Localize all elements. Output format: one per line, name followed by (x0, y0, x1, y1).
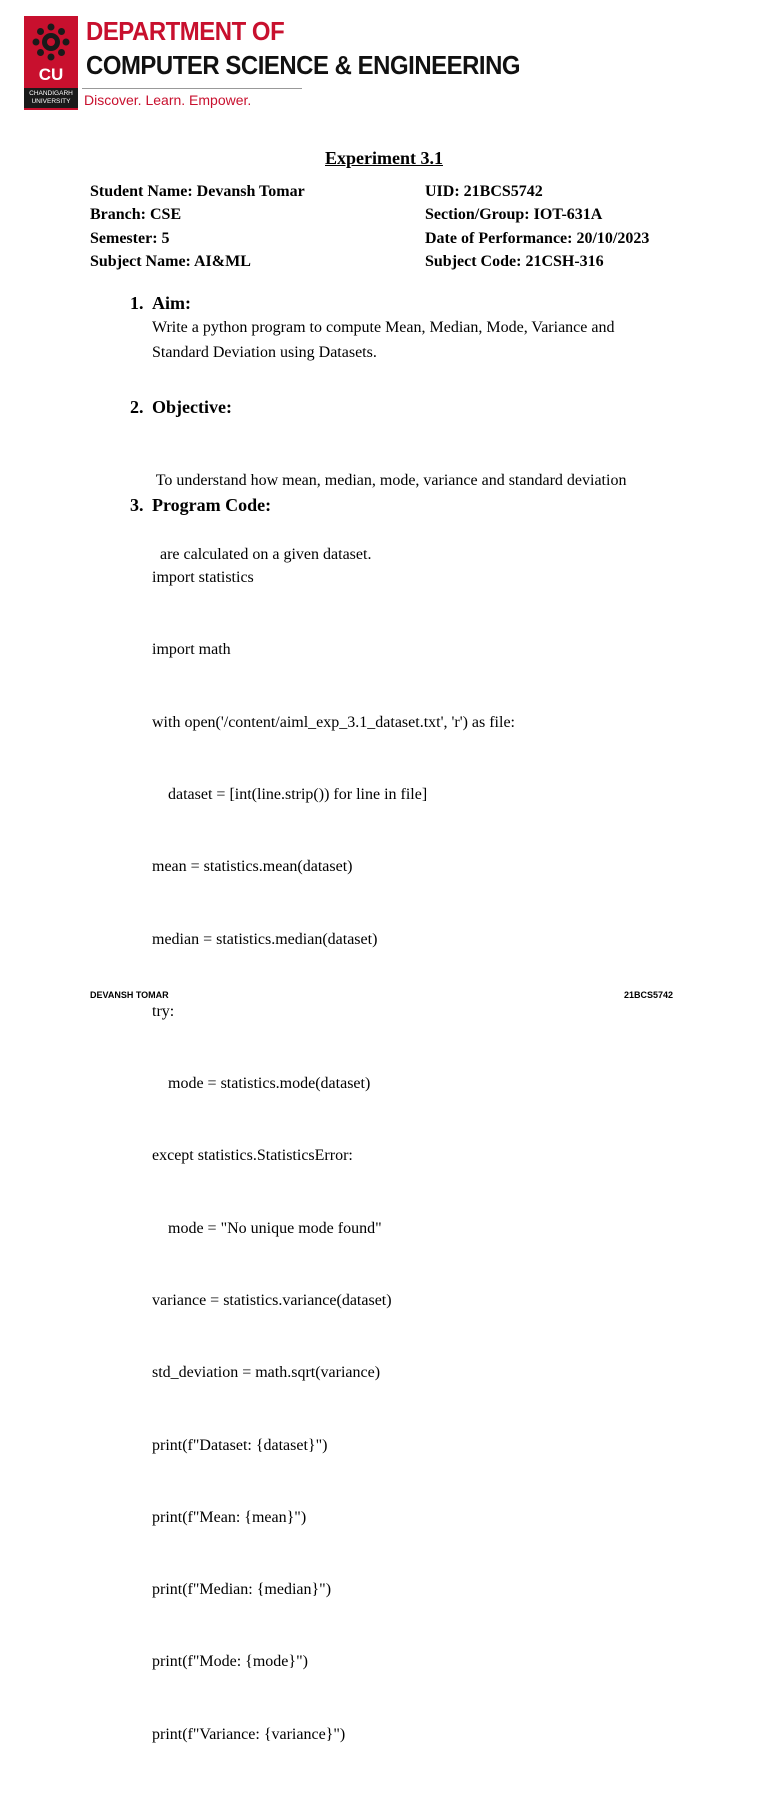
letterhead (24, 14, 521, 114)
code-line: variance = statistics.variance(dataset) (152, 1292, 392, 1309)
code-line: print(f"Dataset: {dataset}") (152, 1436, 328, 1454)
subject-name: Subject Name: AI&ML (90, 252, 251, 270)
experiment-title: Experiment 3.1 (325, 148, 443, 168)
aim-text (152, 316, 614, 365)
code-block (152, 518, 515, 1795)
code-line: mode = "No unique mode found" (152, 1219, 382, 1237)
semester: Semester: 5 (90, 229, 170, 247)
footer-student-name: DEVANSH TOMAR (90, 990, 169, 1000)
branch: Branch: CSE (90, 206, 182, 224)
program-code-number: 3. (130, 495, 144, 515)
code-line: print(f"Median: {median}") (152, 1581, 332, 1599)
student-info-left (90, 180, 305, 273)
objective-line: To understand how mean, median, mode, variance and standard deviation (152, 472, 627, 489)
code-line: median = statistics.median(dataset) (152, 930, 378, 948)
code-line: print(f"Mode: {mode}") (152, 1653, 308, 1671)
code-line: print(f"Mean: {mean}") (152, 1508, 307, 1526)
logo-text: CU (38, 65, 64, 84)
program-code-heading-text: Program Code: (152, 495, 272, 515)
aim-heading (130, 293, 614, 314)
code-line: std_deviation = math.sqrt(variance) (152, 1364, 381, 1382)
code-line: import math (152, 641, 231, 659)
aim-heading-text: Aim: (152, 293, 191, 313)
code-line: dataset = [int(line.strip()) for line in file] (152, 786, 428, 804)
tagline-divider (82, 88, 302, 89)
date-of-performance: Date of Performance: 20/10/2023 (425, 229, 650, 247)
aim-number: 1. (130, 293, 144, 313)
program-code-section (130, 495, 515, 1795)
department-title-line2: COMPUTER SCIENCE & ENGINEERING (86, 50, 521, 80)
footer-uid: 21BCS5742 (624, 990, 674, 1000)
aim-section (130, 293, 614, 365)
student-info-right (425, 180, 649, 273)
code-line: mode = statistics.mode(dataset) (152, 1075, 371, 1093)
aim-line: Write a python program to compute Mean, Median, Mode, Variance and (152, 319, 615, 336)
code-line: import statistics (152, 569, 254, 587)
aim-line: Standard Deviation using Datasets. (152, 343, 377, 361)
code-line: mean = statistics.mean(dataset) (152, 858, 353, 876)
section-group: Section/Group: IOT-631A (425, 206, 603, 224)
objective-heading (130, 397, 626, 418)
university-logo (24, 16, 78, 110)
logo-subtext: CHANDIGARH UNIVERSITY (24, 88, 78, 108)
emblem-icon (31, 22, 71, 62)
code-line: except statistics.StatisticsError: (152, 1147, 353, 1165)
objective-number: 2. (130, 397, 144, 417)
department-title-line1: DEPARTMENT OF (86, 16, 285, 46)
objective-line: are calculated on a given dataset. (152, 545, 372, 563)
code-line: with open('/content/aiml_exp_3.1_dataset.txt', 'r') as file: (152, 713, 515, 731)
student-name: Student Name: Devansh Tomar (90, 183, 305, 200)
code-line: print(f"Variance: {variance}") (152, 1725, 346, 1743)
subject-code: Subject Code: 21CSH-316 (425, 252, 604, 270)
program-code-heading (130, 495, 515, 516)
code-line: try: (152, 1002, 175, 1020)
tagline: Discover. Learn. Empower. (84, 92, 252, 108)
uid: UID: 21BCS5742 (425, 183, 543, 200)
objective-heading-text: Objective: (152, 397, 232, 417)
